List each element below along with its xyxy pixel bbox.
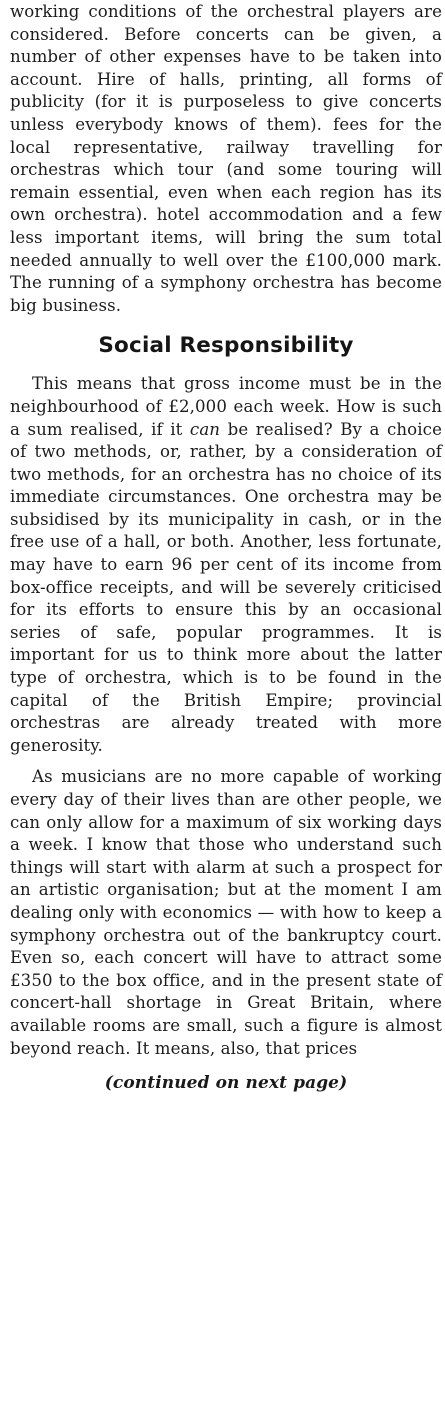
paragraph-orchestra-expenses: working conditions of the orchestral players are considered. Before concerts can be given, a number of other expenses have to be taken into account. Hire of halls, printing, all forms of publicity (for it is purposeless to give concerts unless everybody knows of them). fees for the local representative, railway travelling for orchestras which tour (and some touring will remain essential, even when each region has its own orchestra). hotel accommodation and a few less important items, will bring the sum total needed annually to well over the £100,000 mark. The running of a symphony orchestra has become big business. <box>10 2 442 315</box>
paragraph-gross-income-part1: This means that gross income must be in the neighbourhood of £2,000 each week. How is such a sum realised, if it <box>10 374 442 439</box>
paragraph-gross-income <box>10 373 442 757</box>
paragraph-gross-income-part2: be realised? By a choice of two methods, or, rather, by a consideration of two methods, for an orchestra has no choice of its immediate circumstances. One orchestra may be subsidised by its municipality in cash, or in the free use of a hall, or both. Another, less fortunate, may have to earn 96 per cent of its income from box-office receipts, and will be severely criticised for its efforts to ensure this by an occasional series of safe, popular programmes. It is important for us to think more about the latter type of orchestra, which is to be found in the capital of the British Empire; provincial orchestras are already treated with more generosity. <box>10 419 442 755</box>
emphasis-can: can <box>189 419 221 439</box>
continuation-note: (continued on next page) <box>104 1073 348 1094</box>
section-heading: Social Responsibility <box>98 333 354 359</box>
paragraph-working-days: As musicians are no more capable of working every day of their lives than are other people, we can only allow for a maximum of six working days a week. I know that those who understand such things will start with alarm at such a prospect for an artistic organisation; but at the moment I am dealing only with economics — with how to keep a symphony orchestra out of the bankruptcy court. Even so, each concert will have to attract some £350 to the box office, and in the present state of concert-hall shortage in Great Britain, where available rooms are small, such a figure is almost beyond reach. It means, also, that prices <box>10 767 442 1058</box>
paragraph-gap <box>10 757 442 766</box>
